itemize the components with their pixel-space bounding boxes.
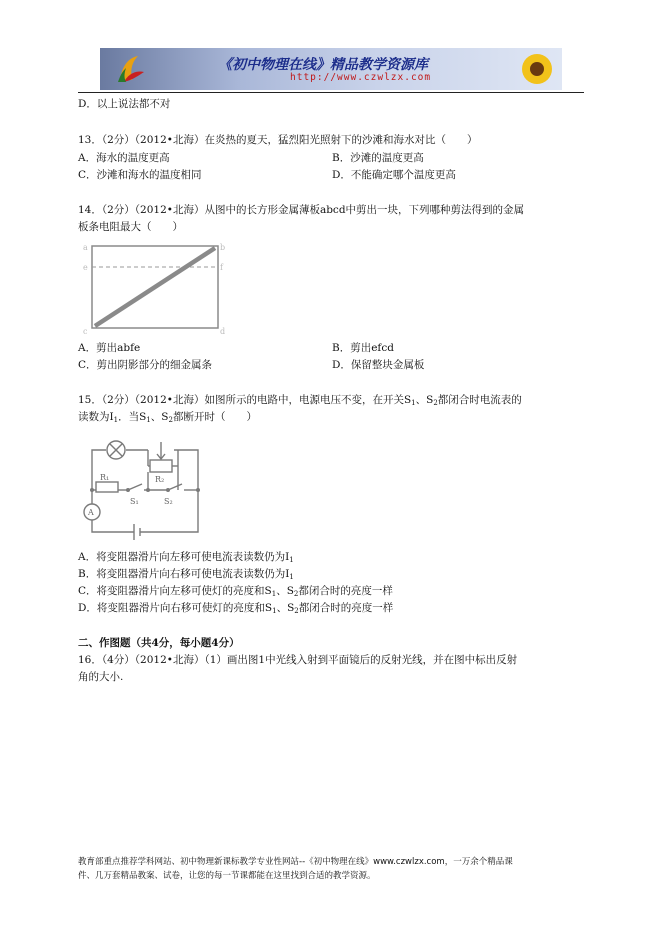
section-2-heading: 二、作图题（共4分，每小题4分） xyxy=(78,637,240,649)
rheostat-r2 xyxy=(150,460,172,472)
switch-s1 xyxy=(128,484,142,490)
q15-option-d: D．将变阻器滑片向右移可使灯的亮度和$S_1$、$S_2$都闭合时的亮度一样 xyxy=(78,602,394,615)
q14-option-d: D．保留整块金属板 xyxy=(332,359,425,371)
label-e: e xyxy=(83,263,88,272)
switch-s2 xyxy=(168,484,182,490)
q16-stem-line2: 角的大小. xyxy=(78,671,124,683)
site-logo-icon xyxy=(114,52,148,86)
ammeter-label: A xyxy=(88,508,94,517)
q14-option-a: A．剪出abfe xyxy=(78,342,141,354)
footer-line1: 教育部重点推荐学科网站、初中物理新课标教学专业性网站--《初中物理在线》www.czwlzx.com，一万余个精品课 xyxy=(78,857,513,867)
q15-option-b: B．将变阻器滑片向右移可使电流表读数仍为$I_1$ xyxy=(78,568,294,581)
q12-option-d: D．以上说法都不对 xyxy=(78,98,171,110)
label-c: c xyxy=(83,327,88,336)
q13-option-b: B．沙滩的温度更高 xyxy=(332,152,424,164)
label-a: a xyxy=(83,243,88,252)
s1-label: S₁ xyxy=(130,497,139,506)
wire-left-top xyxy=(92,450,106,490)
q13-option-a: A．海水的温度更高 xyxy=(78,152,170,164)
q13-stem: 13．（2分）（2012•北海）在炎热的夏天，猛烈阳光照射下的沙滩和海水对比（ ） xyxy=(78,134,478,146)
r2-label: R₂ xyxy=(155,475,165,484)
q15-circuit-figure xyxy=(78,432,206,544)
header-banner xyxy=(100,48,562,90)
footer-line2: 件、几万套精品教案、试卷，让您的每一节课都能在这里找到合适的教学资源。 xyxy=(78,871,376,881)
header-rule xyxy=(78,92,584,93)
q15-stem-line1: 15．（2分）（2012•北海）如图所示的电路中，电源电压不变，在开关$S_1$、$S_2$都闭合时电流表的 xyxy=(78,394,522,407)
q15-stem-line2: 读数为$I_1$．当$S_1$、$S_2$都断开时（ ） xyxy=(78,411,257,424)
r1-label: R₁ xyxy=(100,473,110,482)
q13-option-d: D．不能确定哪个温度更高 xyxy=(332,169,456,181)
q14-option-b: B．剪出efcd xyxy=(332,342,394,354)
shaded-thin-strip xyxy=(95,248,215,326)
q14-stem-line2: 板条电阻最大（ ） xyxy=(78,221,183,233)
q14-stem-line1: 14．（2分）（2012•北海）从图中的长方形金属薄板abcd中剪出一块，下列哪种剪法得到的金属 xyxy=(78,204,525,216)
q14-metal-plate-figure xyxy=(78,240,228,336)
q16-stem-line1: 16．（4分）（2012•北海）（1）画出图1中光线入射到平面镜后的反射光线，并在图中标出反射 xyxy=(78,654,518,666)
resistor-r1 xyxy=(96,482,118,492)
banner-url[interactable]: http://www.czwlzx.com xyxy=(290,72,432,83)
label-d: d xyxy=(220,327,226,336)
sunflower-icon xyxy=(518,50,556,88)
q15-option-a: A．将变阻器滑片向左移可使电流表读数仍为$I_1$ xyxy=(78,551,294,564)
label-f: f xyxy=(220,263,223,272)
q15-option-c: C．将变阻器滑片向左移可使灯的亮度和$S_1$、$S_2$都闭合时的亮度一样 xyxy=(78,585,393,598)
label-b: b xyxy=(220,243,226,252)
s2-label: S₂ xyxy=(164,497,173,506)
q13-option-c: C．沙滩和海水的温度相同 xyxy=(78,169,202,181)
q14-option-c: C．剪出阴影部分的细金属条 xyxy=(78,359,213,371)
banner-title: 《初中物理在线》精品教学资源库 xyxy=(218,57,428,73)
